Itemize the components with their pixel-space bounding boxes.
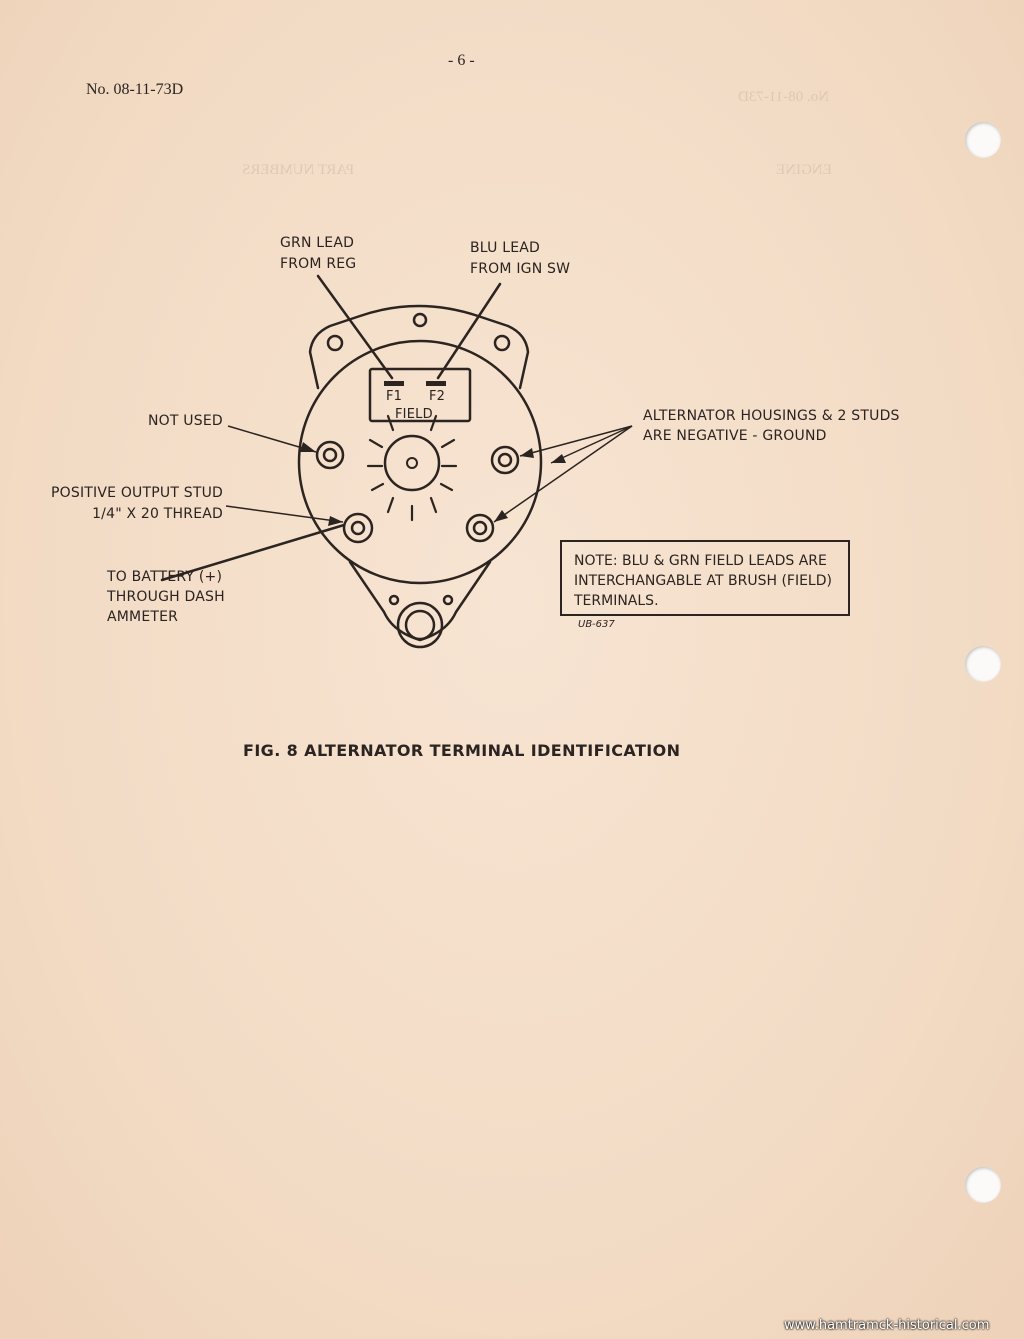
ground-leader-3 bbox=[494, 426, 632, 522]
note-text bbox=[574, 551, 832, 611]
stud-not-used bbox=[317, 442, 343, 468]
binder-hole-bottom bbox=[965, 1167, 1001, 1203]
center-bearing bbox=[385, 436, 439, 490]
ear-hole-center bbox=[414, 314, 426, 326]
note-line-3: TERMINALS. bbox=[574, 593, 659, 609]
note-line-1: NOTE: BLU & GRN FIELD LEADS ARE bbox=[574, 553, 827, 569]
not-used-label: NOT USED bbox=[148, 413, 223, 429]
positive-stud-leader bbox=[226, 506, 343, 522]
figure-caption: FIG. 8 ALTERNATOR TERMINAL IDENTIFICATION bbox=[243, 741, 681, 760]
negative-ground-label: ARE NEGATIVE - GROUND bbox=[643, 428, 827, 444]
page-number: - 6 - bbox=[448, 52, 475, 69]
note-box bbox=[560, 540, 850, 616]
f2-label: F2 bbox=[429, 389, 446, 404]
stud-ground-lower bbox=[467, 515, 493, 541]
lug-bolt bbox=[390, 596, 398, 604]
stud-ground-upper bbox=[492, 447, 518, 473]
to-battery-label: TO BATTERY (+) bbox=[107, 569, 223, 585]
housing-outline bbox=[299, 341, 541, 583]
field-label: FIELD bbox=[395, 407, 433, 422]
bleedthrough-doc-number: No. 08-11-73D bbox=[738, 89, 830, 105]
document-number: No. 08-11-73D bbox=[86, 81, 184, 98]
through-dash-label: THROUGH DASH bbox=[107, 589, 225, 605]
housings-label: ALTERNATOR HOUSINGS & 2 STUDS bbox=[643, 408, 900, 424]
from-ign-sw-label: FROM IGN SW bbox=[470, 261, 571, 277]
grn-lead-label: GRN LEAD bbox=[280, 235, 355, 251]
ear-hole-left bbox=[328, 336, 342, 350]
lug-bolt-right bbox=[444, 596, 452, 604]
center-bearing-hub bbox=[407, 458, 417, 468]
arrow-positive-stud bbox=[328, 516, 343, 526]
site-watermark: www.hamtramck-historical.com bbox=[784, 1318, 990, 1333]
drawing-code: UB-637 bbox=[578, 619, 615, 630]
f1-label: F1 bbox=[386, 389, 403, 404]
ear-hole-right bbox=[495, 336, 509, 350]
thread-spec-label: 1/4" X 20 THREAD bbox=[92, 506, 223, 522]
arrow-ground-2 bbox=[551, 454, 566, 463]
bleedthrough-engine-header: ENGINE bbox=[776, 162, 832, 178]
blu-lead-label: BLU LEAD bbox=[470, 240, 541, 256]
from-reg-label: FROM REG bbox=[280, 256, 357, 272]
note-line-2: INTERCHANGABLE AT BRUSH (FIELD) bbox=[574, 573, 832, 589]
ammeter-label: AMMETER bbox=[107, 609, 179, 625]
arrow-not-used bbox=[300, 442, 316, 452]
lug-inner-ring bbox=[406, 611, 434, 639]
stud-positive-output bbox=[344, 514, 372, 542]
arrow-ground-3 bbox=[494, 510, 508, 522]
positive-output-stud-label: POSITIVE OUTPUT STUD bbox=[51, 485, 224, 501]
bleedthrough-parts-header: PART NUMBERS bbox=[242, 162, 355, 178]
arrow-ground-1 bbox=[520, 448, 534, 458]
